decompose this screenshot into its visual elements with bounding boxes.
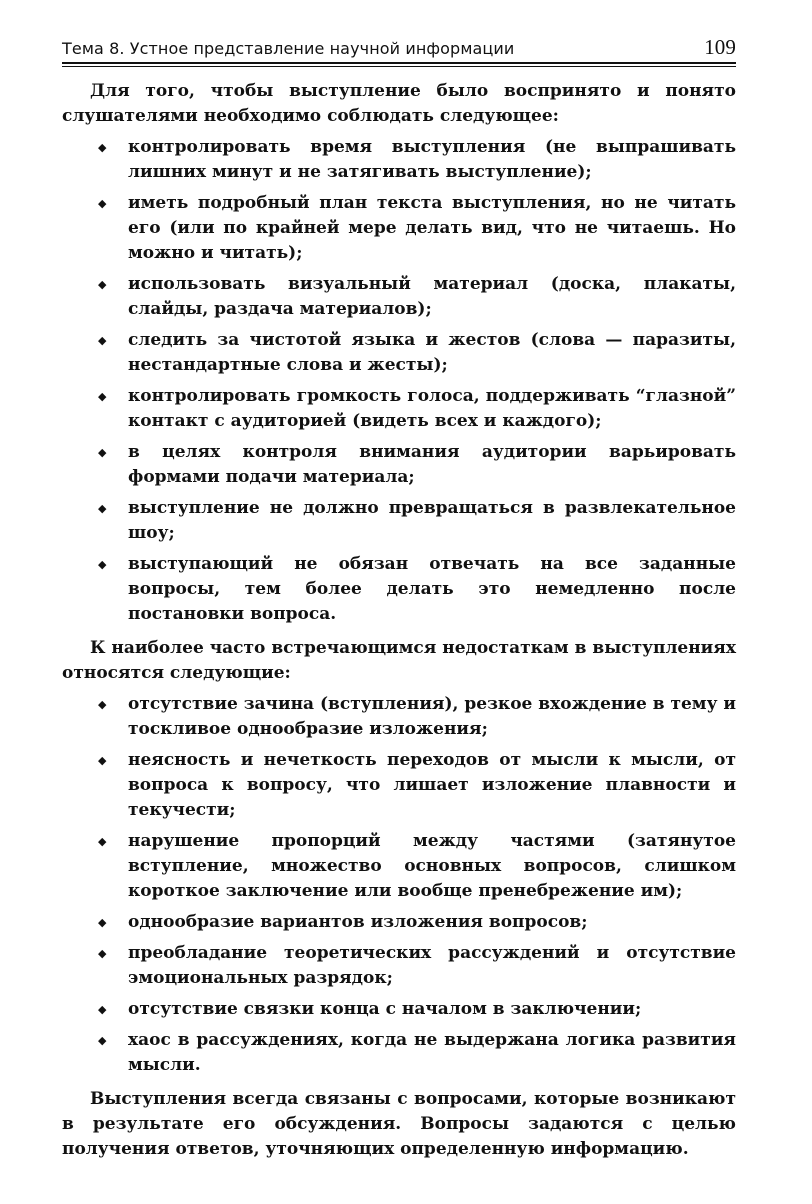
- header-rule-thick: [62, 62, 736, 64]
- drawbacks-list: [62, 692, 736, 1078]
- diamond-bullet-icon: ◆: [98, 197, 107, 210]
- diamond-bullet-icon: ◆: [98, 278, 107, 291]
- diamond-bullet-icon: ◆: [98, 558, 107, 571]
- intro-paragraph: Для того, чтобы выступление было воспринято и понято слушателями необходимо соблюдать следующее:: [62, 81, 736, 126]
- diamond-bullet-icon: ◆: [98, 698, 107, 711]
- diamond-bullet-icon: ◆: [98, 835, 107, 848]
- list-item: ◆ в целях контроля внимания аудитории варьировать формами подачи материала;: [98, 442, 736, 487]
- chapter-title: Тема 8. Устное представление научной информации: [62, 39, 515, 58]
- list-item: ◆ выступающий не обязан отвечать на все заданные вопросы, тем более делать это немедленно после постановки вопроса.: [98, 554, 736, 624]
- diamond-bullet-icon: ◆: [98, 1003, 107, 1016]
- rules-list: [62, 135, 736, 627]
- list-item: ◆ использовать визуальный материал (доска, плакаты, слайды, раздача материалов);: [98, 274, 736, 319]
- diamond-bullet-icon: ◆: [98, 1034, 107, 1047]
- drawbacks-paragraph: К наиболее часто встречающимся недостаткам в выступлениях относятся следующие:: [62, 638, 736, 683]
- list-item: ◆ выступление не должно превращаться в развлекательное шоу;: [98, 498, 736, 543]
- diamond-bullet-icon: ◆: [98, 502, 107, 515]
- header-rule-thin: [62, 66, 736, 67]
- list-item: ◆ контролировать время выступления (не выпрашивать лишних минут и не затягивать выступление);: [98, 137, 736, 182]
- page-number: 109: [704, 35, 736, 59]
- list-item: ◆ иметь подробный план текста выступления, но не читать его (или по крайней мере делать вид, что не читаешь. Но можно и читать);: [98, 193, 736, 263]
- diamond-bullet-icon: ◆: [98, 446, 107, 459]
- list-item: ◆ отсутствие связки конца с началом в заключении;: [62, 997, 736, 1022]
- diamond-bullet-icon: ◆: [98, 141, 107, 154]
- list-item: ◆ хаос в рассуждениях, когда не выдержана логика развития мысли.: [98, 1030, 736, 1075]
- diamond-bullet-icon: ◆: [98, 916, 107, 929]
- list-item: ◆ однообразие вариантов изложения вопросов;: [62, 910, 736, 935]
- diamond-bullet-icon: ◆: [98, 390, 107, 403]
- running-header: [62, 28, 736, 62]
- list-item: ◆ отсутствие зачина (вступления), резкое вхождение в тему и тоскливое однообразие изложения;: [98, 694, 736, 739]
- list-item: ◆ следить за чистотой языка и жестов (слова — паразиты, нестандартные слова и жесты);: [98, 330, 736, 375]
- list-item: ◆ контролировать громкость голоса, поддерживать “глазной” контакт с аудиторией (видеть всех и каждого);: [98, 386, 736, 431]
- list-item: ◆ неясность и нечеткость переходов от мысли к мысли, от вопроса к вопросу, что лишает изложение плавности и текучести;: [98, 750, 736, 820]
- diamond-bullet-icon: ◆: [98, 334, 107, 347]
- list-item: ◆ преобладание теоретических рассуждений и отсутствие эмоциональных разрядок;: [98, 943, 736, 988]
- page-body: [62, 79, 736, 1162]
- diamond-bullet-icon: ◆: [98, 947, 107, 960]
- list-item: ◆ нарушение пропорций между частями (затянутое вступление, множество основных вопросов, слишком короткое заключение или вообще пренебрежение им);: [98, 831, 736, 901]
- closing-paragraph: Выступления всегда связаны с вопросами, которые возникают в результате его обсуждения. Вопросы задаются с целью получения ответов, уточняющих определенную информацию.: [62, 1089, 736, 1159]
- diamond-bullet-icon: ◆: [98, 754, 107, 767]
- book-page: [62, 28, 736, 1162]
